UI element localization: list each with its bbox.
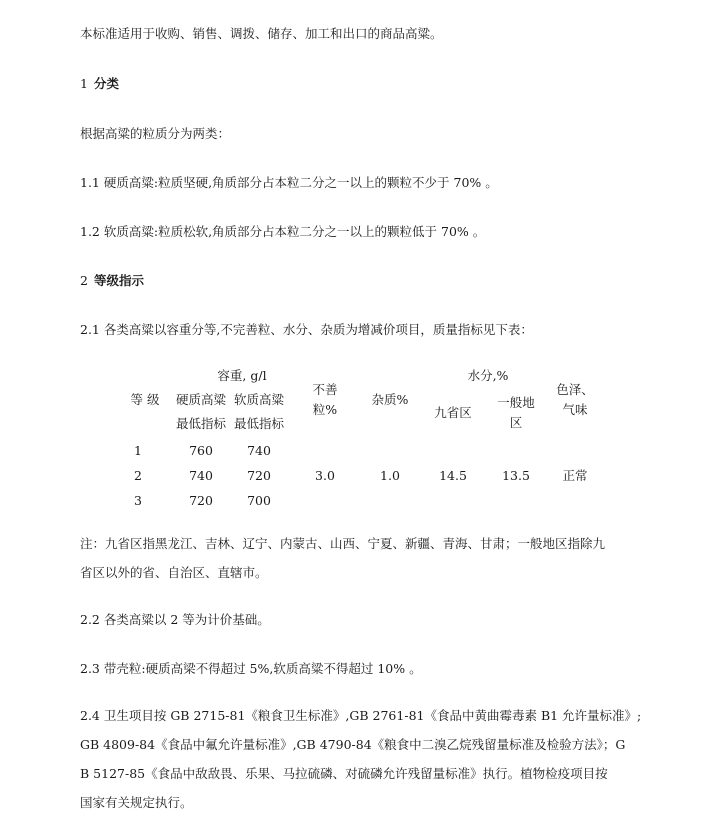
clause-1-1: 1.1 硬质高粱:粒质坚硬,角质部分占本粒二分之一以上的颗粒不少于 70% 。 (80, 175, 498, 190)
shared-buwan: 3.0 (315, 468, 335, 483)
row-2-hard: 740 (189, 468, 213, 483)
clause-2-3: 2.3 带壳粒:硬质高梁不得超过 5%,软质高粱不得超过 10% 。 (80, 661, 422, 676)
row-1-hard: 760 (189, 443, 213, 458)
header-sez-2: 气味 (562, 402, 588, 417)
section-2-title: 等级指示 (93, 273, 144, 288)
section-2-number: 2 (80, 273, 88, 288)
header-yiban-2: 区 (509, 415, 523, 430)
row-1-soft: 740 (247, 443, 271, 458)
shared-sez: 正常 (562, 468, 588, 483)
classify-paragraph: 根据高粱的粒质分为两类： (80, 126, 231, 141)
clause-2-4-line-2: GB 4809-84《食品中氟允许量标准》,GB 4790-84《粮食中二溴乙烷残留量标准及检验方法》；G (80, 737, 626, 752)
header-jiusheng: 九省区 (434, 405, 472, 420)
row-2-grade: 2 (134, 468, 142, 483)
note-line-2: 省区以外的省、自治区、直辖市。 (80, 565, 268, 580)
clause-2-4-line-4: 国家有关规定执行。 (80, 795, 193, 810)
shared-jiusheng: 14.5 (439, 468, 467, 483)
header-zazhi: 杂质% (371, 392, 409, 407)
clause-1-2: 1.2 软质高粱:粒质松软,角质部分占本粒二分之一以上的颗粒低于 70% 。 (80, 224, 486, 239)
row-3-hard: 720 (189, 493, 213, 508)
section-1-heading (80, 74, 119, 94)
shared-zazhi: 1.0 (380, 468, 400, 483)
row-2-soft: 720 (247, 468, 271, 483)
clause-2-4-line-3: B 5127-85《食品中敌敌畏、乐果、马拉硫磷、对硫磷允许残留量标准》执行。植物检疫项目按 (80, 766, 608, 781)
section-2-heading (80, 271, 144, 291)
row-1-grade: 1 (134, 443, 142, 458)
clause-2-4-line-1: 2.4 卫生项目按 GB 2715-81《粮食卫生标准》,GB 2761-81《食品中黄曲霉毒素 B1 允许量标准》; (80, 708, 642, 723)
header-buwan-2: 粒% (312, 402, 338, 417)
header-sez-1: 色泽、 (556, 382, 594, 397)
row-3-soft: 700 (247, 493, 271, 508)
note-line-1: 注：九省区指黑龙江、吉林、辽宁、内蒙古、山西、宁夏、新疆、青海、甘肃；一般地区指除九 (80, 536, 606, 551)
row-3-grade: 3 (134, 493, 142, 508)
header-hard-2: 最低指标 (175, 416, 226, 431)
header-yiban-1: 一般地 (497, 395, 535, 410)
clause-2-2: 2.2 各类高粱以 2 等为计价基础。 (80, 612, 270, 627)
header-buwan-1: 不善 (312, 382, 338, 397)
clause-2-1: 2.1 各类高粱以容重分等,不完善粒、水分、杂质为增减价项目，质量指标见下表： (80, 322, 533, 337)
header-shuifen: 水分,% (467, 368, 509, 383)
section-1-number: 1 (80, 76, 88, 91)
section-1-title: 分类 (93, 76, 119, 91)
header-soft-2: 最低指标 (233, 416, 284, 431)
scope-paragraph: 本标准适用于收购、销售、调拨、储存、加工和出口的商品高粱。 (80, 26, 443, 41)
header-hard-1: 硬质高粱 (175, 392, 226, 407)
header-grade: 等 级 (130, 392, 160, 407)
header-soft-1: 软质高粱 (233, 392, 284, 407)
header-rongzhong: 容重, g/l (217, 368, 267, 383)
shared-yiban: 13.5 (502, 468, 530, 483)
